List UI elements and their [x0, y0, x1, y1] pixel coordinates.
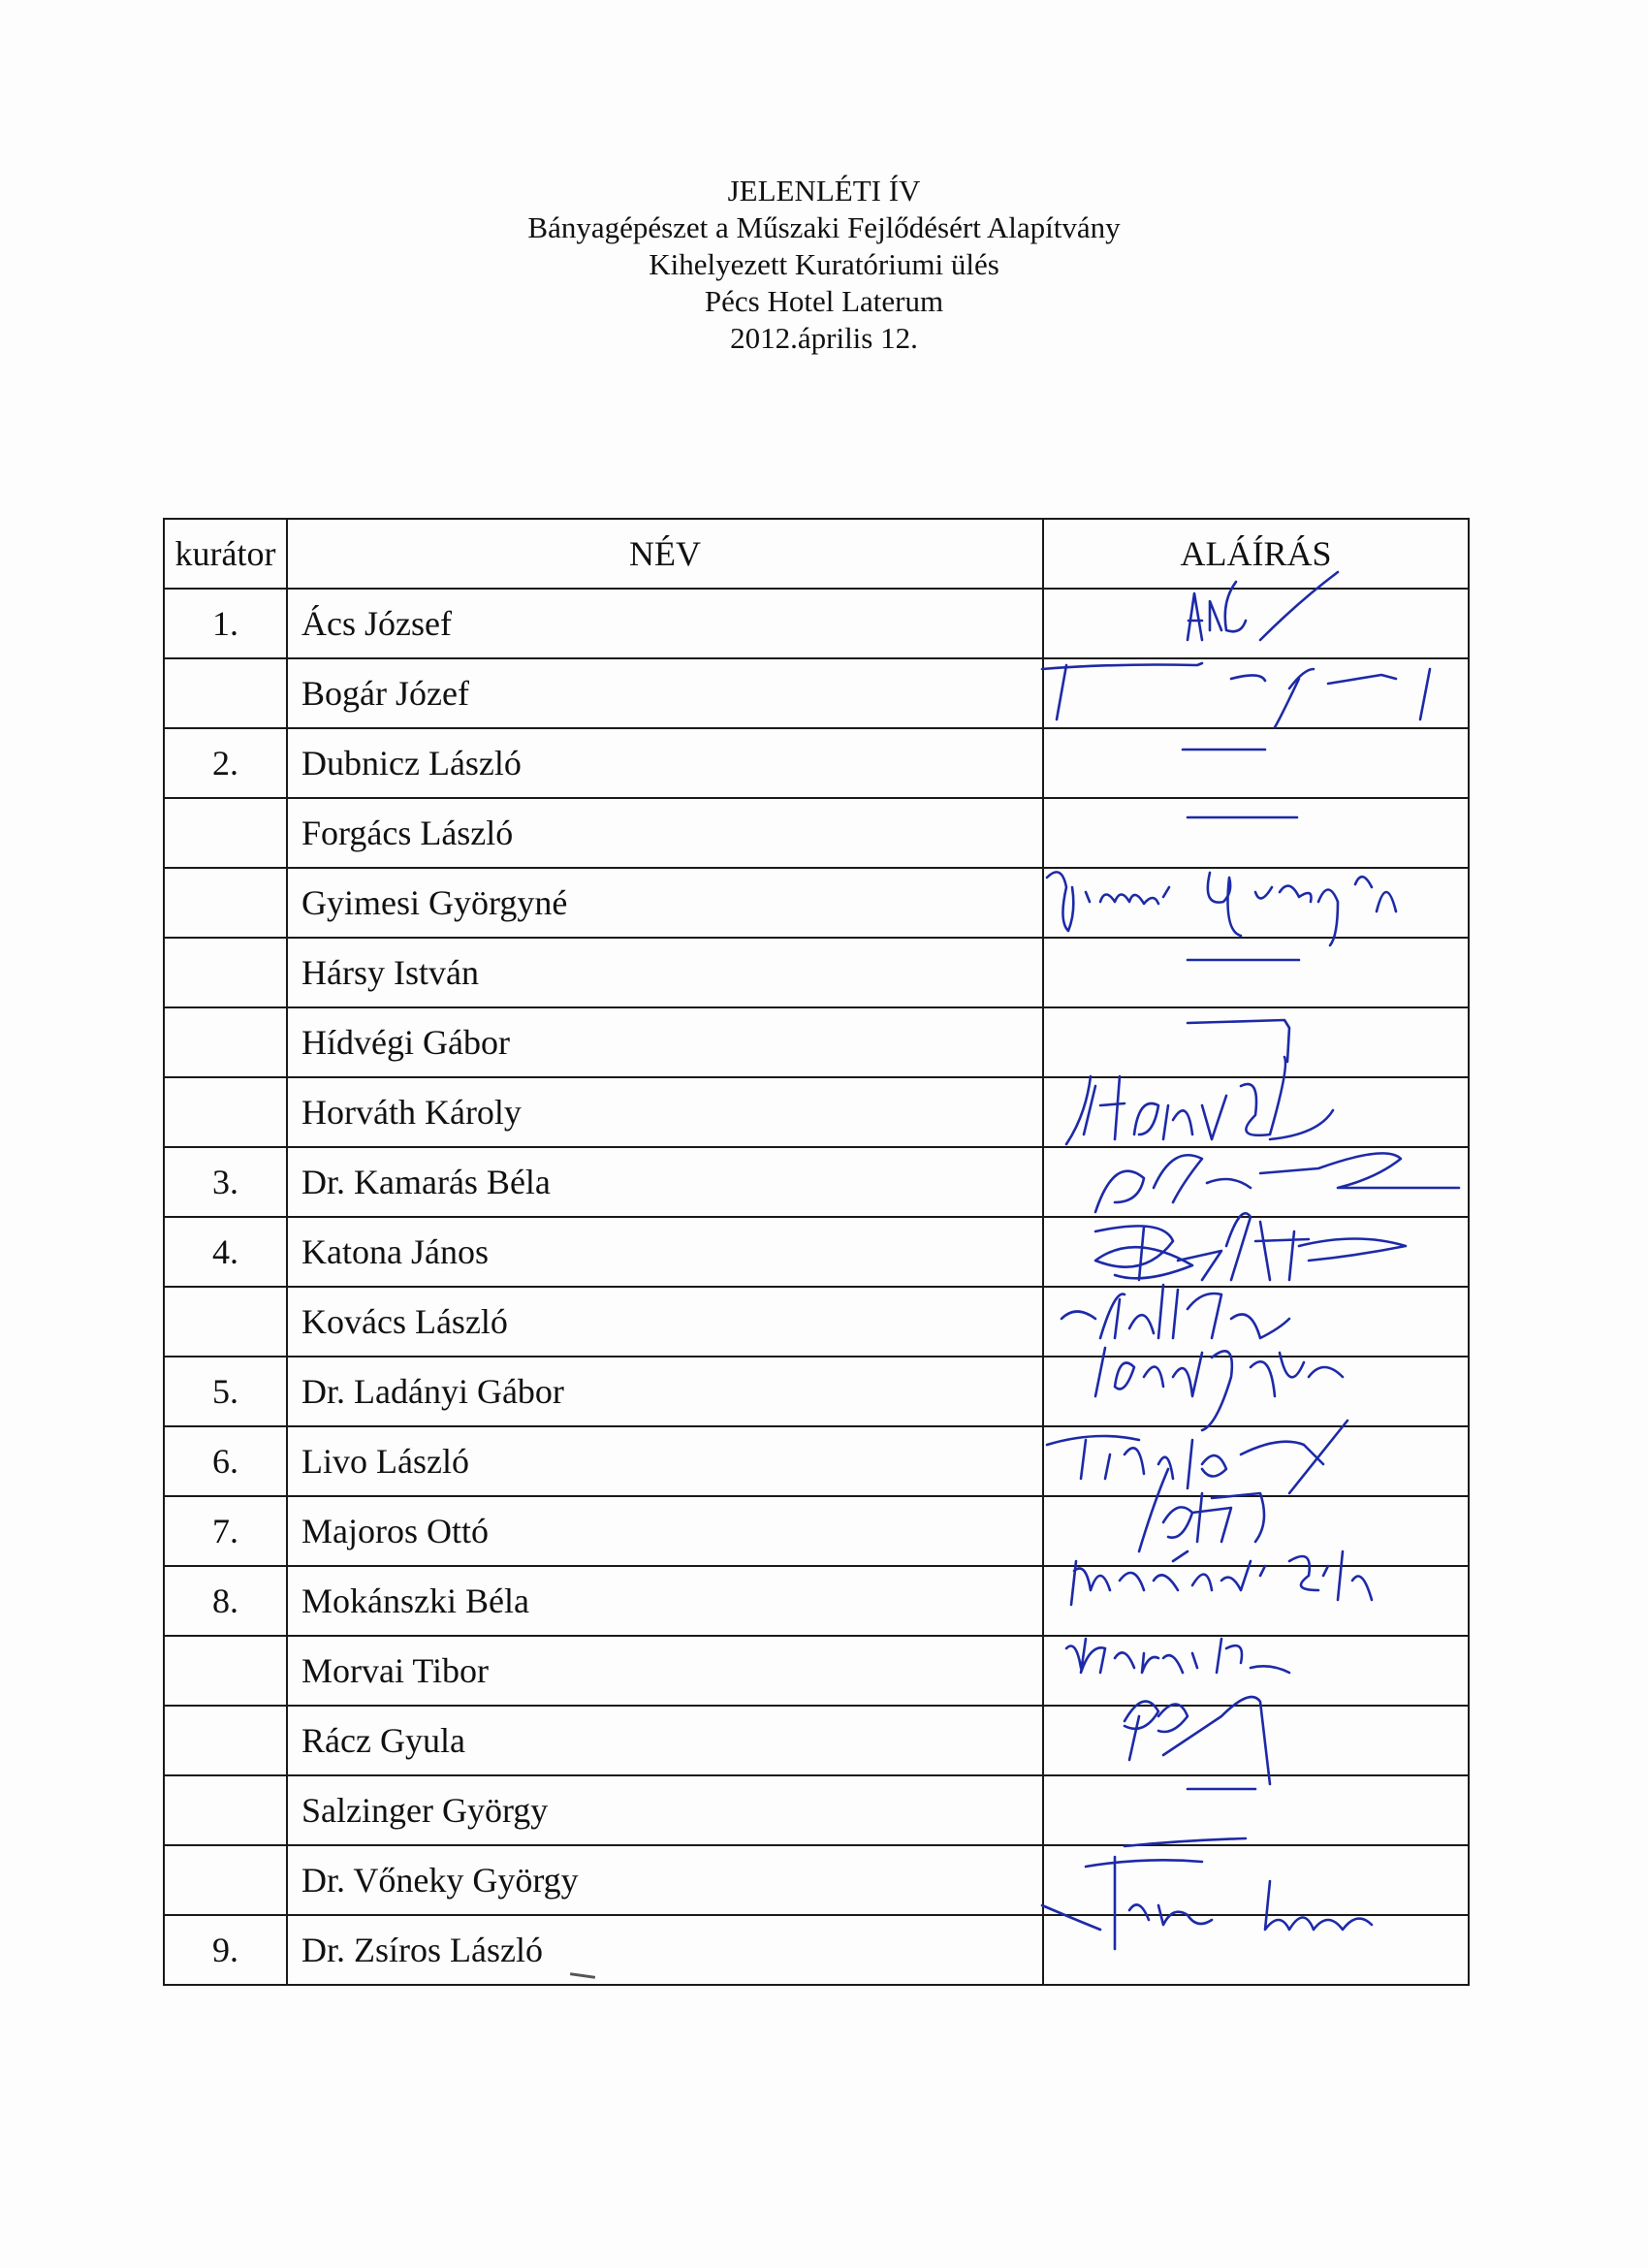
member-name: Hársy István: [287, 938, 1043, 1007]
signature-cell: [1043, 1636, 1469, 1706]
table-row: [164, 1636, 1469, 1706]
signature-cell: [1043, 938, 1469, 1007]
member-name: Katona János: [287, 1217, 1043, 1287]
curator-number: 2.: [164, 728, 287, 798]
curator-number: [164, 1775, 287, 1845]
table-row: [164, 1217, 1469, 1287]
curator-number: 3.: [164, 1147, 287, 1217]
member-name: Morvai Tibor: [287, 1636, 1043, 1706]
curator-number: 4.: [164, 1217, 287, 1287]
member-name: Kovács László: [287, 1287, 1043, 1357]
table-row: [164, 589, 1469, 658]
table-row: [164, 1147, 1469, 1217]
member-name: Salzinger György: [287, 1775, 1043, 1845]
signature-cell: [1043, 1147, 1469, 1217]
attendance-table: [163, 518, 1470, 1986]
curator-number: [164, 1845, 287, 1915]
curator-number: 8.: [164, 1566, 287, 1636]
signature-cell: [1043, 1426, 1469, 1496]
table-row: [164, 728, 1469, 798]
table-row: [164, 1426, 1469, 1496]
curator-number: [164, 1007, 287, 1077]
curator-number: [164, 1706, 287, 1775]
table-row: [164, 1706, 1469, 1775]
curator-number: [164, 868, 287, 938]
table-row: [164, 1287, 1469, 1357]
document-title: JELENLÉTI ÍV: [727, 174, 921, 208]
signature-cell: [1043, 1287, 1469, 1357]
curator-number: 6.: [164, 1426, 287, 1496]
table-row: [164, 1845, 1469, 1915]
table-row: [164, 1077, 1469, 1147]
signature-cell: [1043, 589, 1469, 658]
table-header-row: [164, 519, 1469, 589]
attendance-rows: [164, 589, 1469, 1985]
signature-cell: [1043, 1496, 1469, 1566]
member-name: Majoros Ottó: [287, 1496, 1043, 1566]
table-row: [164, 1357, 1469, 1426]
column-header-curator: kurátor: [164, 519, 287, 589]
member-name: Livo László: [287, 1426, 1043, 1496]
signature-cell: [1043, 1217, 1469, 1287]
member-name: Dr. Ladányi Gábor: [287, 1357, 1043, 1426]
curator-number: 7.: [164, 1496, 287, 1566]
curator-number: 5.: [164, 1357, 287, 1426]
curator-number: [164, 1077, 287, 1147]
signature-cell: [1043, 1566, 1469, 1636]
meeting-date: 2012.április 12.: [730, 321, 918, 355]
curator-number: [164, 658, 287, 728]
table-row: [164, 658, 1469, 728]
signature-cell: [1043, 1915, 1469, 1985]
curator-number: 9.: [164, 1915, 287, 1985]
column-header-name: NÉV: [287, 519, 1043, 589]
signature-cell: [1043, 1077, 1469, 1147]
signature-cell: [1043, 658, 1469, 728]
member-name: Hídvégi Gábor: [287, 1007, 1043, 1077]
table-row: [164, 1566, 1469, 1636]
member-name: Mokánszki Béla: [287, 1566, 1043, 1636]
document-header: [0, 173, 1648, 357]
member-name: Dr. Vőneky György: [287, 1845, 1043, 1915]
signature-cell: [1043, 798, 1469, 868]
organization-name: Bányagépészet a Műszaki Fejlődésért Alapítvány: [527, 210, 1121, 244]
curator-number: [164, 938, 287, 1007]
column-header-signature: ALÁÍRÁS: [1043, 519, 1469, 589]
table-row: [164, 938, 1469, 1007]
meeting-location: Pécs Hotel Laterum: [704, 284, 944, 318]
table-row: [164, 1007, 1469, 1077]
curator-number: [164, 1636, 287, 1706]
curator-number: [164, 798, 287, 868]
member-name: Bogár Józef: [287, 658, 1043, 728]
meeting-name: Kihelyezett Kuratóriumi ülés: [649, 247, 999, 281]
table-row: [164, 1775, 1469, 1845]
signature-cell: [1043, 728, 1469, 798]
table-row: [164, 1496, 1469, 1566]
member-name: Dr. Zsíros László: [287, 1915, 1043, 1985]
member-name: Horváth Károly: [287, 1077, 1043, 1147]
table-row: [164, 868, 1469, 938]
table-row: [164, 798, 1469, 868]
curator-number: [164, 1287, 287, 1357]
curator-number: 1.: [164, 589, 287, 658]
signature-cell: [1043, 868, 1469, 938]
member-name: Dubnicz László: [287, 728, 1043, 798]
signature-cell: [1043, 1007, 1469, 1077]
table-row: [164, 1915, 1469, 1985]
signature-cell: [1043, 1357, 1469, 1426]
signature-cell: [1043, 1845, 1469, 1915]
member-name: Rácz Gyula: [287, 1706, 1043, 1775]
member-name: Forgács László: [287, 798, 1043, 868]
signature-cell: [1043, 1706, 1469, 1775]
signature-cell: [1043, 1775, 1469, 1845]
member-name: Ács József: [287, 589, 1043, 658]
member-name: Gyimesi Györgyné: [287, 868, 1043, 938]
member-name: Dr. Kamarás Béla: [287, 1147, 1043, 1217]
